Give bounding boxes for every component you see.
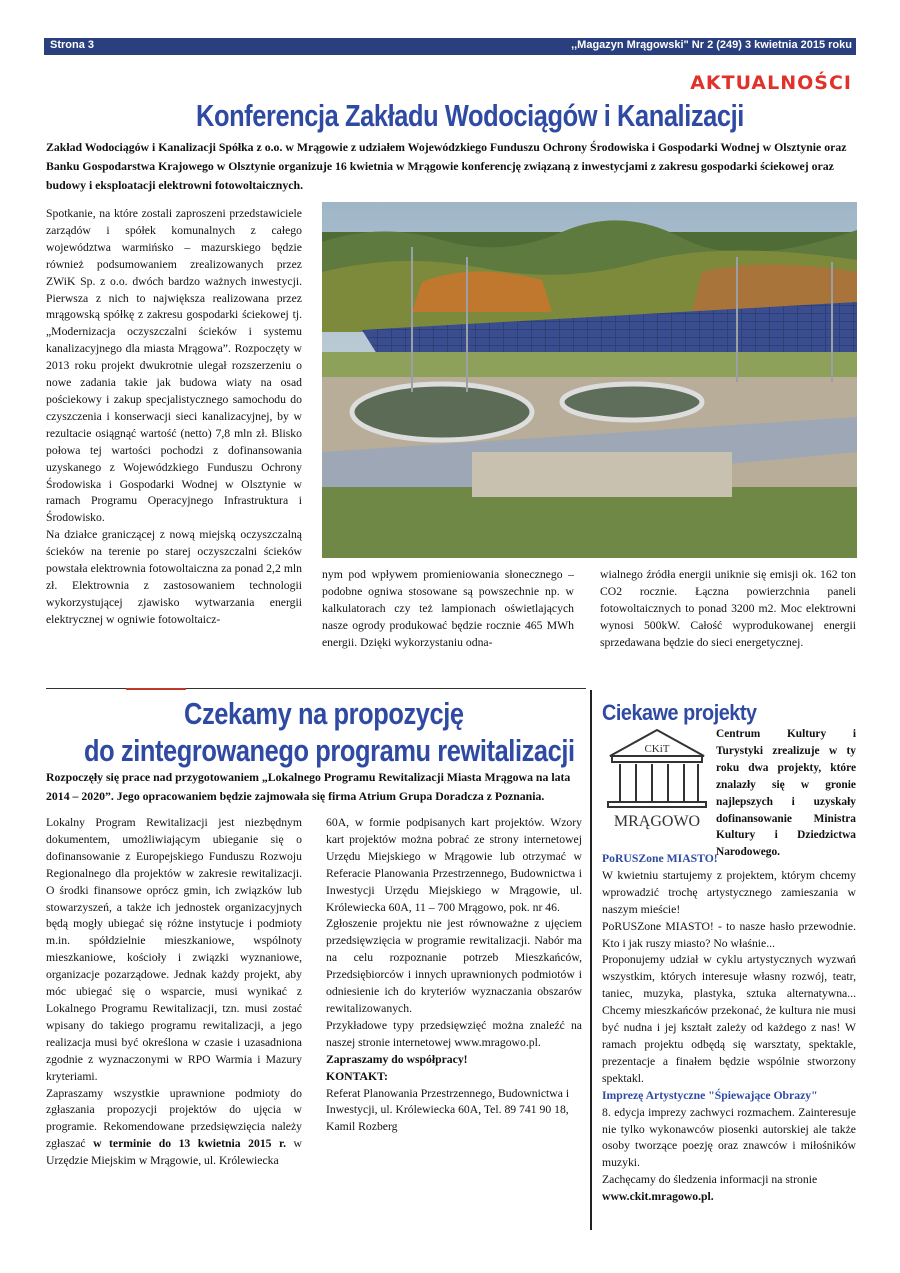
article2-col2-para3: Przykładowe typy przedsięwzięć można znaleźć na naszej stronie internetowej www.mragowo.pl. [326,1018,582,1049]
article3-para4: 8. edycja imprezy zachwyci rozmachem. Zainteresuje nie tylko wykonawców piosenki autorskiej ale także osoby tworzące poezję oraz znawców i miłośników muzyki. [602,1105,856,1170]
logo-town: MRĄGOWO [613,813,701,830]
article1-title: Konferencja Zakładu Wodociągów i Kanalizacji [196,98,744,133]
contact-label: KONTAKT: [326,1069,388,1083]
article3-para5: Zachęcamy do śledzenia informacji na stronie [602,1173,818,1187]
article3-para2: PoRUSZone MIASTO! - to nasze hasło przewodnie. Kto i jak ruszy miasto? No właśnie... [602,919,856,950]
contact-info: Referat Planowania Przestrzennego, Budownictwa i Inwestycji, ul. Królewiecka 60A, Tel. 89 741 90 18, Kamil Rozberg [326,1086,570,1134]
article1-column3: wialnego źródła energii uniknie się emisji ok. 162 ton CO2 rocznie. Łączna powierzchnia paneli fotowoltaicznych to ponad 3200 m2. Moc elektrowni wynosi 500kW. Całość wyprodukowanej energii sprzedawana będzie do sieci energetycznej. [600,568,856,649]
article3-lead: Centrum Kultury i Turystyki zrealizuje w ty roku dwa projekty, które znalazły się w gronie najlepszych i uzyskały dofinansowanie Ministra Kultury i Dziedzictwa Narodowego. [716,728,856,859]
article2-column2 [326,815,582,1136]
logo-text: CKiT [644,743,670,755]
temple-logo-icon [602,722,712,832]
article2-col1-para1: Lokalny Program Rewitalizacji jest niezbędnym dokumentem, umożliwiającym ubieganie się o dofinansowanie z Europejskiego Funduszu Rozwoju Regionalnego dla projektów w zakresie rewitalizacji. O środki finansowe oprócz gmin, ich związków lub stowarzyszeń, a także ich jednostek organizacyjnych będą mogły ubiegać się różne instytucje i podmioty m.in. spółdzielnie mieszkaniowe, wspólnoty mieszkaniowe, kościoły i związki wyznaniowe, organizacje pozarządowe. Jednak każdy projekt, aby móc ubiegać się o wsparcie, musi wynikać z Lokalnego Programu Rewitalizacji, tzn. musi zostać wpisany do takiego programu rewitalizacji, a jego realizacja musi być określona w czasie i uzasadniona zgodnie z wyznaczonymi w RPO Warmia i Mazury kryteriami. [46,816,302,1083]
article3-para1: W kwietniu startujemy z projektem, którym chcemy wprowadzić trochę artystycznego zamieszania w naszym mieście! [602,868,856,916]
article3-subheading2: Imprezę Artystyczne "Śpiewające Obrazy" [602,1088,818,1102]
article2-lead: Rozpoczęły się prace nad przygotowaniem „Lokalnego Programu Rewitalizacji Miasta Mrągowa na lata 2014 – 2020”. Jego opracowaniem będzie zajmowała się firma Atrium Grupa Doradcza z Poznania. [46,770,571,803]
article1-col1-para2: Na działce graniczącej z nową miejską oczyszczalną ścieków na terenie po starej oczyszczalni ścieków powstała elektrownia fotowoltaiczna za ponad 2,2 mln zł. Elektrownia z zastosowaniem technologii wykorzystującej zjawisko wytwarzania energii elektrycznej w ogniwie fotowoltaicz- [46,528,302,626]
article3-subheading1: PoRUSZone MIASTO! [602,852,718,865]
article2-col2-para1: 60A, w formie podpisanych kart projektów. Wzory kart projektów można pobrać ze strony internetowej Urzędu Miejskiego w Mrągowie lub otrzymać w Referacie Planowania Przestrzennego, Budownictwa i Inwestycji Urzędu Miejskiego w Mrągowie, ul. Królewiecka 60A, 11 – 700 Mrągowo, pok. nr 46. [326,816,582,914]
article3-title: Ciekawe projekty [602,700,757,725]
treatment-plant-photo [322,202,857,558]
section-label: AKTUALNOŚCI [690,72,852,94]
article2-col1-para2 [46,1086,302,1171]
article2-col1-para2c: w Urzędzie Miejskim w Mrągowie, ul. Królewiecka [46,1137,302,1168]
article2-col2-para2: Zgłoszenie projektu nie jest równoważne z ujęciem przedsięwzięcia w programie rewitalizacji. Nabór ma na celu rozpoznanie potrzeb Mieszkańców, Przedsiębiorców i innych uprawnionych podmiotów i odniesienie ich do kryteriów wyznaczania obszarów rewitalizowanych. [326,917,582,1015]
deadline-text: w terminie do 13 kwietnia 2015 r. [93,1137,287,1151]
article1-lead: Zakład Wodociągów i Kanalizacji Spółka z o.o. w Mrągowie z udziałem Wojewódzkiego Funduszu Ochrony Środowiska i Gospodarki Wodnej w Olsztynie oraz Banku Gospodarstwa Krajowego w Olsztynie organizuje 16 kwietnia w Mrągowie konferencję związaną z inwestycjami z zakresu gospodarki ściekowej oraz budowy i eksploatacji elektrowni fotowoltaicznych. [46,140,847,192]
invite-text: Zapraszamy do współpracy! [326,1052,468,1066]
article1-col1-para1: Spotkanie, na które zostali zaproszeni przedstawiciele zarządów i spółek komunalnych z całego województwa warmińsko – mazurskiego będzie również podsumowaniem zrealizowanych przez ZWiK Sp. z o.o. dwóch bardzo ważnych inwestycji. Pierwsza z nich to największa realizowana przez mrągowską spółkę z zakresu gospodarki ściekowej tj. „Modernizacja oczyszczalni ścieków i systemu kanalizacyjnego dla miasta Mrągowa”. Rozpoczęty w 2013 roku projekt dwukrotnie ulegał rozszerzeniu o nowe zadania takie jak budowa wiaty na osad pościekowy i zakup specjalistycznego samochodu do czyszczenia i konserwacji sieci kanalizacyjnej, by w rezultacie osiągnąć wartość (netto) 7,8 mln zł. Blisko połowa tej wartości pochodzi z dofinansowania uzyskanego z Wojewódzkiego Funduszu Ochrony Środowiska i Gospodarki Wodnej w Olsztynie w ramach Programu Operacyjnego Infrastruktura i Środowisko. [46,207,302,525]
page-header-bar [44,38,856,55]
ckit-website-link[interactable]: www.ckit.mragowo.pl. [602,1190,714,1204]
article3-body [602,851,856,1206]
page-number: Strona 3 [50,39,95,51]
article1-column2: nym pod wpływem promieniowania słonecznego – podobne ogniwa stosowane są powszechnie np. w kalkulatorach czy też lampionach oświetlających nasze ogrody produkować będzie rocznie 465 MWh energii. Dzięki wykorzystaniu odna- [322,568,574,649]
ckit-logo [602,722,712,832]
issue-info: ,,Magazyn Mrągowski" Nr 2 (249) 3 kwietnia 2015 roku [571,39,852,51]
solar-plant-image [322,202,857,558]
article3-para3: Proponujemy udział w cyklu artystycznych wyzwań wszystkim, których interesuje własny rozwój, teatr, taniec, muzyka, plastyka, sztuka alternatywna... Chcemy mieszkańców przekonać, że kultura nie musi być nudna i jej kształt zależy od każdego z nas! W ramach projektu odbędą się warsztaty, spektakle, prezentacje a finałem będzie wspólnie stworzony spektakl. [602,953,856,1085]
article2-title-line1: Czekamy na propozycję [184,696,464,731]
article2-column1 [46,815,302,1170]
article2-col1-para2a: Zapraszamy wszystkie uprawnione podmioty do zgłaszania propozycji projektów do ujęcia w programie. Rekomendowane przedsięwzięcia należy zgłaszać [46,1086,302,1151]
column-divider [590,690,592,1230]
divider-accent [126,688,186,690]
article1-column1 [46,206,302,629]
article2-title-line2: do zintegrowanego programu rewitalizacji [84,733,575,768]
